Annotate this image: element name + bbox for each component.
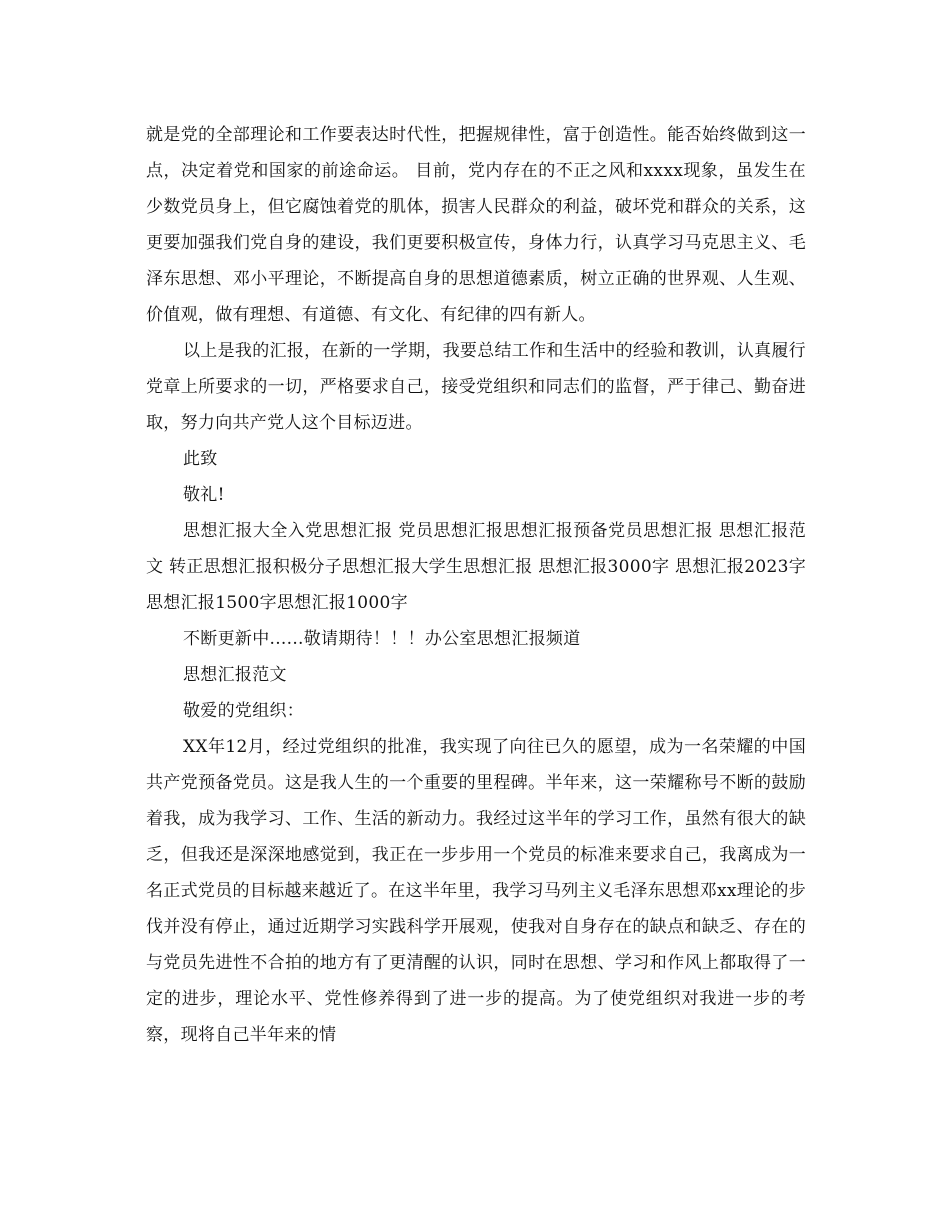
sample-title: 思想汇报范文 <box>183 665 287 685</box>
paragraph-continuation: 就是党的全部理论和工作要表达时代性，把握规律性，富于创造性。能否始终做到这一点，决定着党和国家的前途命运。 目前，党内存在的不正之风和xxxx现象，虽发生在少数党员身上，但它腐蚀着党的肌体，损害人民群众的利益，破坏党和群众的关系，这更要加强我们党自身的建设，我们更要积极宣传，身体力行，认真学习马克思主义、毛泽东思想、邓小平理论，不断提高自身的思想道德素质，树立正确的世界观、人生观、价值观，做有理想、有道德、有文化、有纪律的四有新人。 <box>146 125 806 325</box>
paragraph-body: XX年12月，经过党组织的批准，我实现了向往已久的愿望，成为一名荣耀的中国共产党预备党员。这是我人生的一个重要的里程碑。半年来，这一荣耀称号不断的鼓励着我，成为我学习、工作、生活的新动力。我经过这半年的学习工作，虽然有很大的缺乏，但我还是深深地感觉到，我正在一步步用一个党员的标准来要求自己，我离成为一名正式党员的目标越来越近了。在这半年里，我学习马列主义毛泽东思想邓xx理论的步伐并没有停止，通过近期学习实践科学开展观，使我对自身存在的缺点和缺乏、存在的与党员先进性不合拍的地方有了更清醒的认识，同时在思想、学习和作风上都取得了一定的进步，理论水平、党性修养得到了进一步的提高。为了使党组织对我进一步的考察，现将自己半年来的情 <box>146 737 806 1045</box>
updating-notice: 不断更新中......敬请期待！！！办公室思想汇报频道 <box>183 629 581 649</box>
closing-salutation: 此致 <box>183 449 218 469</box>
related-links-paragraph: 思想汇报大全入党思想汇报 党员思想汇报思想汇报预备党员思想汇报 思想汇报范文 转正思想汇报积极分子思想汇报大学生思想汇报 思想汇报3000字 思想汇报2023字思想汇报1500字思想汇报1000字 <box>146 521 806 613</box>
document-page <box>146 117 806 1053</box>
paragraph-summary: 以上是我的汇报，在新的一学期，我要总结工作和生活中的经验和教训，认真履行党章上所要求的一切，严格要求自己，接受党组织和同志们的监督，严于律己、勤奋进取，努力向共产党人这个目标迈进。 <box>146 341 806 433</box>
closing-regards: 敬礼! <box>183 485 225 505</box>
letter-greeting: 敬爱的党组织： <box>183 701 305 721</box>
